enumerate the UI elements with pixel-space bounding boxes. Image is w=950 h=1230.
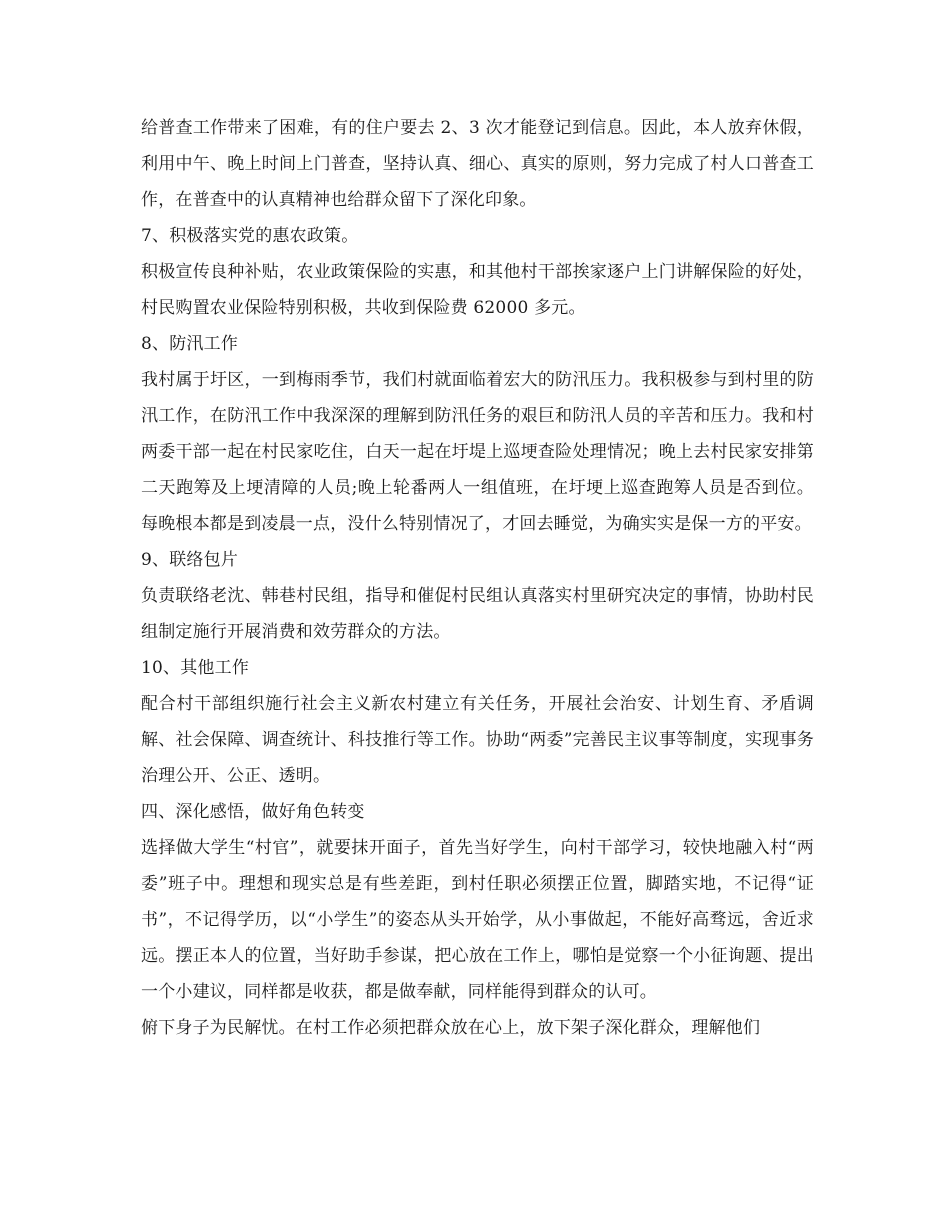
section-heading-9: 9、联络包片 <box>141 550 239 570</box>
paragraph-serve-people: 俯下身子为民解忧。在村工作必须把群众放在心上，放下架子深化群众，理解他们 <box>141 1018 761 1038</box>
paragraph-other-work: 配合村干部组织施行社会主义新农村建立有关任务，开展社会治安、计划生育、矛盾调解、社会保障、调查统计、科技推行等工作。协助“两委”完善民主议事等制度，实现事务治理公开、公正、透明。 <box>141 694 814 786</box>
paragraph-flood-control: 我村属于圩区，一到梅雨季节，我们村就面临着宏大的防汛压力。我积极参与到村里的防汛工作，在防汛工作中我深深的理解到防汛任务的艰巨和防汛人员的辛苦和压力。我和村两委干部一起在村民家吃住，白天一起在圩堤上巡埂查险处理情况；晚上去村民家安排第二天跑筹及上埂清障的人员;晚上轮番两人一组值班，在圩埂上巡查跑筹人员是否到位。每晚根本都是到凌晨一点，没什么特别情况了，才回去睡觉，为确实实是保一方的平安。 <box>141 370 814 534</box>
section-heading-four: 四、深化感悟，做好角色转变 <box>141 802 365 822</box>
paragraph-liaison: 负责联络老沈、韩巷村民组，指导和催促村民组认真落实村里研究决定的事情，协助村民组制定施行开展消费和效劳群众的方法。 <box>141 586 814 642</box>
document-body <box>141 110 814 1046</box>
paragraph-census-continuation: 给普查工作带来了困难，有的住户要去 2、3 次才能登记到信息。因此，本人放弃休假，利用中午、晚上时间上门普查，坚持认真、细心、真实的原则，努力完成了村人口普查工作，在普查中的认真精神也给群众留下了深化印象。 <box>141 118 814 210</box>
section-heading-10: 10、其他工作 <box>141 658 250 678</box>
paragraph-role-change: 选择做大学生“村官”，就要抹开面子，首先当好学生，向村干部学习，较快地融入村“两委”班子中。理想和现实总是有些差距，到村任职必须摆正位置，脚踏实地，不记得“证书”，不记得学历，以“小学生”的姿态从头开始学，从小事做起，不能好高骛远，舍近求远。摆正本人的位置，当好助手参谋，把心放在工作上，哪怕是觉察一个小征询题、提出一个小建议，同样都是收获，都是做奉献，同样能得到群众的认可。 <box>141 838 814 1002</box>
section-heading-7: 7、积极落实党的惠农政策。 <box>141 226 359 246</box>
paragraph-insurance: 积极宣传良种补贴，农业政策保险的实惠，和其他村干部挨家逐户上门讲解保险的好处，村民购置农业保险特别积极，共收到保险费 62000 多元。 <box>141 262 814 318</box>
section-heading-8: 8、防汛工作 <box>141 334 239 354</box>
